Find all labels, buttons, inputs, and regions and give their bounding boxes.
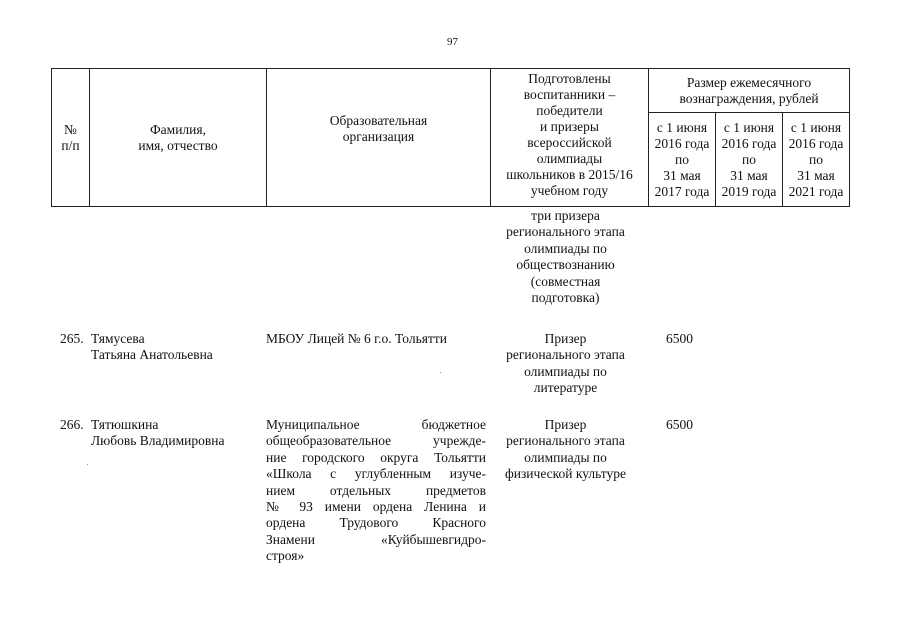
row-266-name — [91, 417, 224, 450]
header-achv-line: олимпиады — [536, 151, 603, 166]
header-achv-line: всероссийской — [527, 135, 612, 150]
period-line: 2019 года — [721, 183, 777, 199]
row-266-surname: Тятюшкина — [91, 417, 159, 432]
period-line: 2016 года — [788, 135, 844, 151]
row-265-number: 265. — [60, 331, 84, 346]
header-col-name-line2: имя, отчество — [138, 137, 218, 153]
period-line: 31 мая — [663, 167, 701, 183]
continuation-line: (совместная — [530, 273, 601, 289]
header-pay-title-line2: вознаграждения, рублей — [679, 90, 819, 106]
row-266-achievement — [488, 417, 643, 483]
continuation-line: три призера — [531, 208, 600, 223]
header-col-org — [267, 69, 491, 207]
header-col-org-line1: Образовательная — [329, 113, 428, 128]
achv-line: литературе — [533, 380, 598, 396]
header-col-num-line1: № — [64, 121, 77, 137]
header-col-org-line2: организация — [342, 129, 415, 144]
header-pay-title-line1: Размер ежемесячного — [686, 74, 812, 90]
period-line: с 1 июня — [723, 119, 775, 135]
row-265-surname: Тямусева — [91, 331, 145, 346]
header-achv-line: школьников в 2015/16 — [506, 167, 633, 182]
achv-line: Призер — [544, 331, 587, 346]
row-265-achievement — [488, 331, 643, 397]
period-line: 31 мая — [730, 167, 768, 183]
header-col-payment — [649, 69, 850, 113]
table-header — [51, 68, 850, 207]
achv-line: регионального этапа — [506, 433, 625, 449]
org-line: «Школа с углубленным изуче- — [266, 466, 486, 482]
header-period-3 — [783, 113, 850, 207]
row-266-payment: 6500 — [666, 417, 693, 432]
page-number: 97 — [447, 36, 458, 48]
period-line: 2017 года — [654, 183, 710, 199]
period-line: 2016 года — [654, 135, 710, 151]
period-line: с 1 июня — [790, 119, 842, 135]
row-266-given-names: Любовь Владимировна — [91, 433, 225, 449]
achv-line: олимпиады по — [524, 449, 607, 465]
row-266-number: 266. — [60, 417, 84, 432]
row-266-organization — [266, 417, 486, 565]
org-line: ние городского округа Тольятти — [266, 449, 486, 465]
row-265-given-names: Татьяна Анатольевна — [91, 347, 213, 363]
header-col-num-line2: п/п — [61, 137, 80, 153]
header-achv-line: воспитанники – — [523, 87, 616, 102]
org-line: Муниципальное бюджетное — [266, 417, 486, 432]
row-265-payment: 6500 — [666, 331, 693, 346]
achv-line: олимпиады по — [524, 363, 607, 379]
scan-speck — [87, 464, 88, 465]
header-achv-line: Подготовлены — [528, 71, 611, 86]
org-line: нием отдельных предметов — [266, 482, 486, 498]
continuation-line: регионального этапа — [506, 224, 625, 240]
row-265-name — [91, 331, 213, 364]
continuation-line: обществознанию — [516, 257, 615, 273]
continuation-line: олимпиады по — [524, 240, 607, 256]
header-col-num — [52, 69, 90, 207]
org-line: Знамени «Куйбышевгидро- — [266, 531, 486, 547]
period-line: по — [742, 151, 756, 167]
achv-line: Призер — [544, 417, 587, 432]
continuation-line: подготовка) — [531, 290, 600, 306]
period-line: с 1 июня — [656, 119, 708, 135]
header-col-name — [90, 69, 267, 207]
period-line: 31 мая — [797, 167, 835, 183]
header-col-name-line1: Фамилия, — [150, 121, 206, 137]
period-line: 2021 года — [788, 183, 844, 199]
achv-line: физической культуре — [505, 466, 626, 482]
org-line: общеобразовательное учрежде- — [266, 433, 486, 449]
org-line: ордена Трудового Красного — [266, 515, 486, 531]
continuation-achievement — [488, 208, 643, 306]
header-period-1 — [649, 113, 716, 207]
org-line: МБОУ Лицей № 6 г.о. Тольятти — [266, 331, 447, 346]
org-line: строя» — [266, 548, 305, 564]
org-line: № 93 имени ордена Ленина и — [266, 499, 486, 515]
header-achv-line: победители — [536, 103, 603, 118]
scan-speck — [440, 372, 441, 373]
header-achv-line: учебном году — [530, 183, 609, 198]
period-line: по — [675, 151, 689, 167]
header-period-2 — [716, 113, 783, 207]
header-achv-line: и призеры — [540, 119, 599, 134]
row-265-organization — [266, 331, 447, 347]
achv-line: регионального этапа — [506, 347, 625, 363]
header-col-achievement — [491, 69, 649, 207]
period-line: 2016 года — [721, 135, 777, 151]
period-line: по — [809, 151, 823, 167]
